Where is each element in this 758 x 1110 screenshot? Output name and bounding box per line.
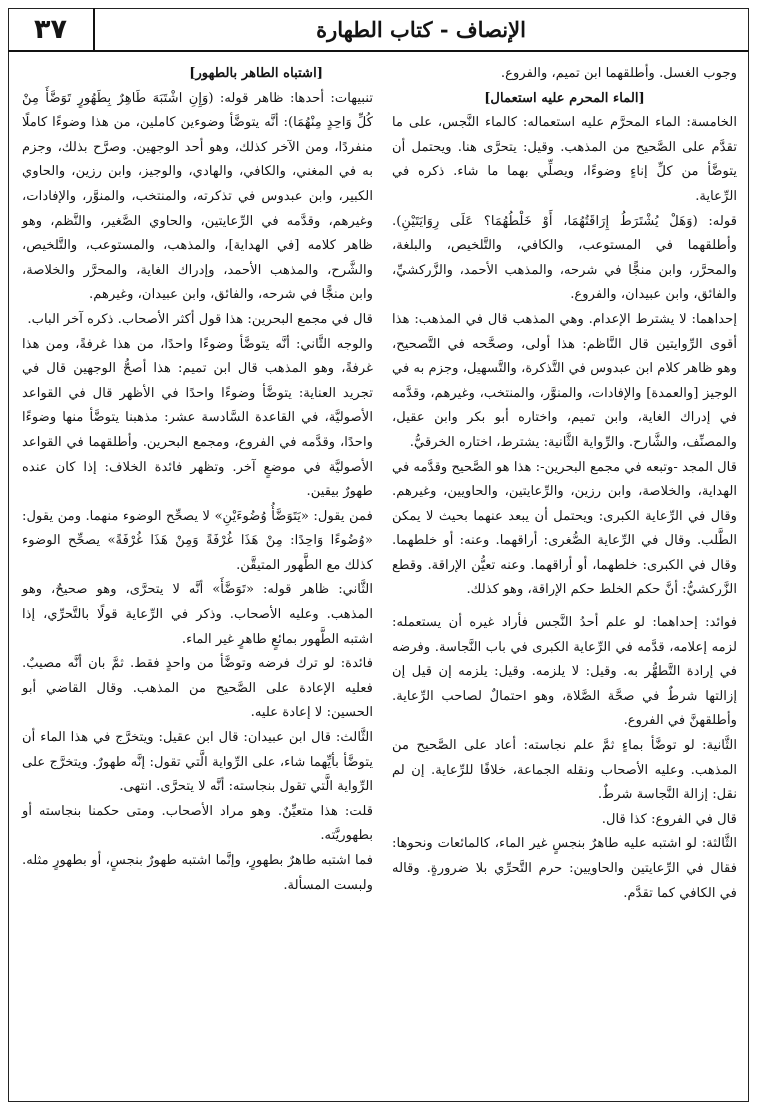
paragraph: وجوب الغسل. وأطلقهما ابن تميم، والفروع. [500,66,737,81]
paragraph: الثَّاني: ظاهر قوله: «تَوَضَّأَ» أنَّه لا يتحرَّى، وهو صحيحٌ، وهو المذهب. وعليه الأصحاب. وذكر في الرِّعاية قولًا بالتَّحرِّي، إذا اشتبه الطَّهور بمائعٍ طاهرٍ غير الماء. [22,582,373,647]
section-heading: [الماء المحرم عليه استعمال] [484,90,645,106]
right-column [392,62,737,906]
paragraph: الخامسة: الماء المحرَّم عليه استعماله: كالماء النَّجس، على ما تقدَّم على الصَّحيح من المذهب. وقيل: يتحرَّى هنا. ويحتمل أن يتوضَّأ من كلِّ إناءٍ وضوءًا، ويصلِّي بهما ما شاء. ذكره في الرِّعاية. [392,115,737,204]
paragraph: قال المجد -وتبعه في مجمع البحرين-: هذا هو الصَّحيح وقدَّمه في الهداية، والخلاصة، وابن رزين، والرِّعايتين، والحاويين، وغيرهم. وقال في الرِّعاية الكبرى: ويحتمل أن يبعد عنهما بحيث لا يمكن الطَّلب. وقال في الرِّعاية الصُّغرى: أراقهما. وعنه: أو خلطهما. وقال في الكبرى: خلطهما، أو أراقهما. وعنه تعيُّن الإراقة. وقطع الزَّركشيُّ: أنَّ حكم الخلط حكم الإراقة، وهو كذلك. [392,459,737,598]
paragraph: فائدة: لو ترك فرضه وتوضَّأ من واحدٍ فقط. ثمَّ بان أنَّه مصيبٌ. فعليه الإعادة على الصَّحيح من المذهب. وقال القاضي أبو الحسين: لا إعادة عليه. [22,656,373,721]
paragraph: فمن يقول: «يَتَوَضَّأُ وُضُوءَيْنِ» لا يصحِّح الوضوء منهما. ومن يقول: «وُضُوءًا وَاحِدًا: مِنْ هَذَا غُرْفَةً وَمِنْ هَذَا غُرْفَةً» يصحِّح الوضوء كذلك مع الطَّهور المتيقَّن. [22,508,373,573]
paragraph: الثَّانية: لو توضَّأ بماءٍ ثمَّ علم نجاسته: أعاد على الصَّحيح من المذهب. وعليه الأصحاب ونقله الجماعة، خلافًا للرِّعاية. إن لم نقل: إزالة النَّجاسة شرطٌ. [392,738,737,803]
paragraph: قلت: هذا متعيِّنٌ. وهو مراد الأصحاب. ومتى حكمنا بنجاسته أو بطهوريَّته. [22,803,373,844]
paragraph: فما اشتبه طاهرٌ بطهورٍ، وإنَّما اشتبه طهورٌ بنجسٍ، أو بطهورٍ مثله. ولبست المسألة. [22,853,373,893]
paragraph: إحداهما: لا يشترط الإعدام. وهي المذهب قال في المذهب: هذا أقوى الرِّوايتين قال النَّاظم: هذا أولى، وصحَّحه في التَّصحيح، وهو ظاهر كلام ابن عبدوس في التَّذكرة، والتَّسهيل، وجزم به في الوجيز [والعمدة] والإفادات، والمنوَّر، والمنتخب، وغيرهم، وقدَّمه في إدراك الغاية، وابن تميم، واختاره أبو بكر وابن عقيل، والمصنِّف، والشَّارح. والرِّواية الثَّانية: يشترط، اختاره الخرقيُّ. [392,311,737,450]
paragraph: فوائد: إحداهما: لو علم أحدُ النَّجس فأراد غيره أن يستعمله: لزمه إعلامه، قدَّمه في الرِّعاية الكبرى في باب النَّجاسة. وفرضه في إرادة التَّطهُّر به. وقيل: لا يلزمه. وقيل: يلزمه إن قيل إن إزالتها شرطٌ في صحَّة الصَّلاة، وهو احتمالٌ لصاحب الرِّعاية. وأطلقهنَّ في الفروع. [392,615,737,729]
paragraph: الثَّالثة: لو اشتبه عليه طاهرٌ بنجسٍ غير الماء، كالمائعات ونحوها: فقال في الرِّعايتين والحاويين: حرم التَّحرِّي بلا ضرورةٍ. وقاله في الكافي كما تقدَّم. [392,836,737,901]
page-number-box [8,8,95,50]
paragraph: قوله: (وَهَلْ يُشْتَرَطُ إِرَاقَتُهُمَا، أَوْ خَلْطُهُمَا؟ عَلَى رِوَايَتَيْنِ). وأطلقهما في المستوعب، والكافي، والتَّلخيص، والبلغة، والمحرَّر، وابن منجًّا في شرحه، والمذهب الأحمد، والزَّركشيِّ، والفائق، وابن عبيدان، والفروع. [392,213,737,303]
page-number: ٣٧ [34,13,67,45]
left-column [22,62,373,898]
section-heading: [اشتباه الطاهر بالطهور] [189,66,323,81]
paragraph: الثَّالث: قال ابن عبيدان: قال ابن عقيل: ويتخرَّج في هذا الماء أن يتوضَّأ بأيِّهما شاء، على الرِّواية الَّتي تقول: إنَّه طهورٌ. ويتخرَّج على الرِّواية الَّتي تقول بنجاسته: أنَّه لا يتحرَّى. انتهى. [22,730,373,795]
running-title: الإنصاف - كتاب الطهارة [316,16,526,42]
spacer [392,603,737,611]
paragraph: تنبيهات: أحدها: ظاهر قوله: (وَإِنِ اشْتَبَهَ طَاهِرٌ بِطَهُورٍ تَوَضَّأَ مِنْ كُلِّ وَاحِدٍ مِنْهُمَا): أنَّه يتوضَّأ وضوءين كاملين، من هذا وضوءًا كاملًا منفردًا، ومن الآخر كذلك، وهو أحد الوجهين. وصرَّح بذلك، وجزم به في المغني، والكافي، والهادي، والوجيز، وابن رزين، والحاوي الكبير، وابن عبدوس في تذكرته، والمنتخب، والمنوَّر، والإفادات، وغيرهم، وقدَّمه في الرِّعايتين، والحاوي الصَّغير، والنَّظم، وهو ظاهر كلامه [في الهداية]، والمذهب، والمستوعب، والتَّلخيص، والشَّرح، والمذهب الأحمد، وإدراك الغاية، والمحرَّر والخلاصة، وابن منجًّا في شرحه، والفائق، وابن عبيدان، وغيرهم. [22,90,373,303]
paragraph: والوجه الثَّاني: أنَّه يتوضَّأ وضوءًا واحدًا، من هذا غرفةً، ومن هذا غرفةً، وهو المذهب قال ابن تميم: هذا أصحُّ الوجهين قال في تجريد العناية: يتوضَّأ وضوءًا واحدًا في الأظهر قال في القواعد الأصوليَّة، في القاعدة السَّادسة عشر: مذهبنا يتوضَّأ منها وضوءًا واحدًا، وقدَّمه في الفروع، ومجمع البحرين. وأطلقهما في القواعد الأصوليَّة في موضعٍ آخر. وتظهر فائدة الخلاف: إذا كان عنده طهورٌ بيقين. [22,336,373,500]
page-header [8,8,749,52]
paragraph: قال في الفروع: كذا قال. [601,811,737,827]
paragraph: قال في مجمع البحرين: هذا قول أكثر الأصحاب. ذكره آخر الباب. [27,311,373,327]
